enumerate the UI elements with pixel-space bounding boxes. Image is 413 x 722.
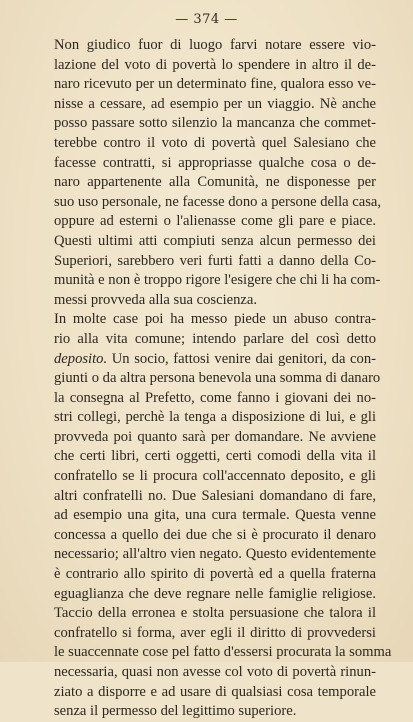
text-line: eguaglianza che deve regnare nelle famiglie religiose. bbox=[54, 585, 376, 602]
text-line: necessaria, quasi non avesse col voto di povertà rinun- bbox=[54, 664, 376, 680]
text-line: confratello se li procura coll'accennato deposito, e gli bbox=[54, 468, 376, 485]
text-line: Taccio della erronea e stolta persuasione che talora il bbox=[54, 605, 376, 622]
text-line: lazione del voto di povertà lo spendere in altro il de- bbox=[54, 56, 376, 73]
paragraph-1 bbox=[26, 36, 382, 310]
text-line: naro appartenente alla Comunità, ne disponesse per bbox=[54, 174, 376, 191]
text-line: naro ricevuto per un determinato fine, qualora esso ve- bbox=[54, 76, 376, 93]
italic-term: deposito. bbox=[54, 350, 108, 367]
text-line: altri confratelli no. Due Salesiani domandano di fare, bbox=[54, 487, 376, 504]
text-line: terebbe contro il voto di povertà quel Salesiano che bbox=[54, 134, 376, 151]
text-line: che certi libri, certi oggetti, certi comodi della vita il bbox=[54, 448, 376, 465]
text-line: confratello si forma, aver egli il diritto di provvedersi bbox=[54, 624, 376, 641]
text-line: Questi ultimi atti compiuti senza alcun permesso dei bbox=[54, 232, 376, 249]
text-line: senza il permesso del legittimo superiore. bbox=[54, 703, 297, 720]
text-line: provveda poi quanto sarà per domandare. Ne avviene bbox=[54, 428, 376, 445]
body-text bbox=[26, 36, 392, 722]
text-line: posso passare sotto silenzio la mancanza che commet- bbox=[54, 115, 376, 132]
text-line: concessa a quello dei due che si è procurato il denaro bbox=[54, 526, 376, 543]
text-line: ziato a disporre e ad usare di qualsiasi cosa temporale bbox=[54, 683, 376, 700]
text-line: rio alla vita comune; intendo parlare del così detto bbox=[54, 330, 376, 347]
text-line: facesse contratti, si appropriasse qualche cosa o de- bbox=[54, 154, 376, 171]
text-line-with-italic bbox=[26, 350, 376, 370]
text-line: In molte case poi ha messo piede un abuso contra- bbox=[54, 311, 376, 328]
page-number: — 374 — bbox=[175, 12, 238, 27]
text-line: Superiori, sarebbero veri furti fatti a danno della Co- bbox=[54, 252, 376, 269]
text-line: nisse a cessare, ad esempio per un viaggio. Nè anche bbox=[54, 95, 376, 112]
text-line: giunti o da altra persona benevola una somma di danaro bbox=[54, 370, 381, 387]
text-line: Non giudico fuor di luogo farvi notare essere vio- bbox=[54, 37, 376, 53]
text-line: munità e non è troppo rigore l'esigere che chi li ha com- bbox=[54, 272, 381, 289]
text-line: le suaccennate cose pel fatto d'essersi procurata la somma bbox=[54, 644, 392, 661]
text-line: ad esempio una gita, una cura termale. Questa venne bbox=[54, 507, 376, 524]
paragraph-2 bbox=[26, 310, 392, 721]
text-line: messi provveda alla sua coscienza. bbox=[54, 291, 258, 308]
text-line: la consegna al Prefetto, come fanno i giovani dei no- bbox=[54, 389, 376, 406]
text-line: è contrario allo spirito di povertà ed a quella fraterna bbox=[54, 566, 376, 583]
text-fragment: Un socio, fattosi venire dai genitori, da con- bbox=[107, 350, 376, 367]
text-line: oppure ad esterni o l'alienasse come gli pare e piace. bbox=[54, 213, 376, 230]
text-line: necessario; all'altro vien negato. Questo evidentemente bbox=[54, 546, 376, 563]
text-line: suo uso personale, ne facesse dono a persone della casa, bbox=[54, 193, 382, 210]
text-line: stri collegi, perchè la tenga a disposizione di lui, e gli bbox=[54, 409, 376, 426]
